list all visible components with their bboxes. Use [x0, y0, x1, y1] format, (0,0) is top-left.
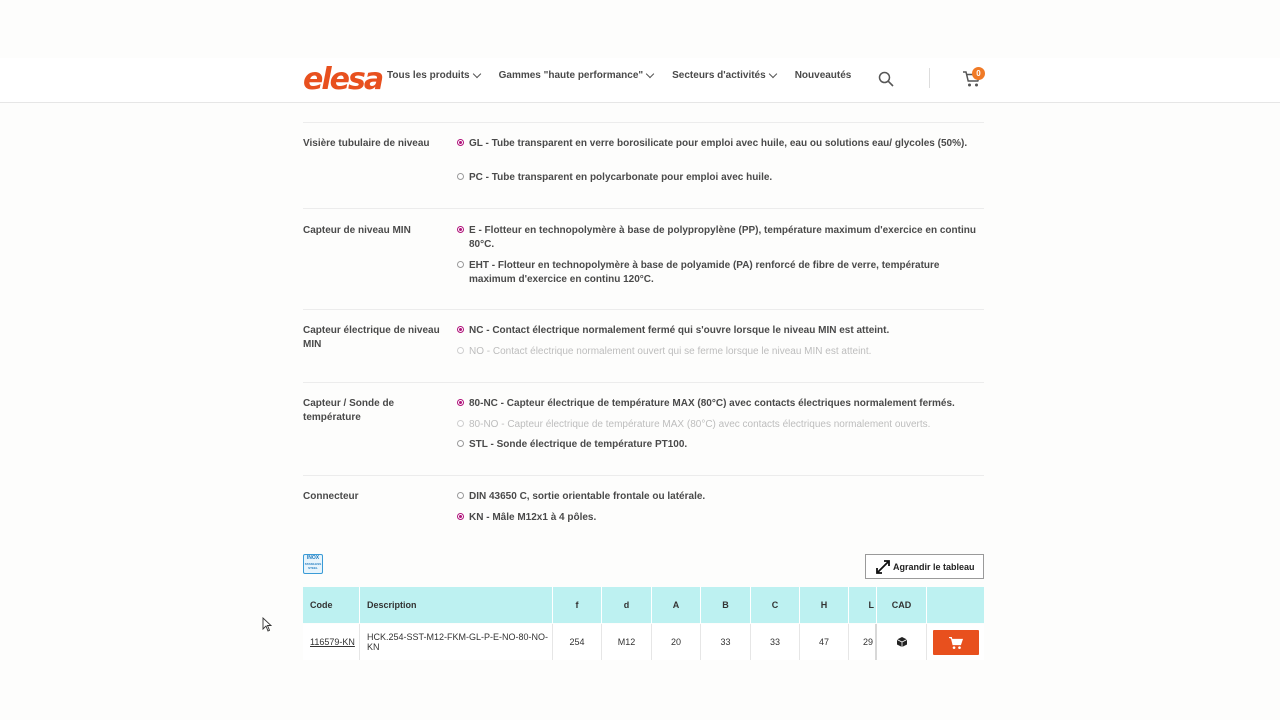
radio-button — [457, 420, 464, 427]
th-c[interactable]: C — [751, 587, 800, 623]
mouse-pointer-icon — [262, 617, 272, 632]
th-f[interactable]: f — [553, 587, 602, 623]
th-description[interactable]: Description — [360, 587, 553, 623]
section-divider — [303, 475, 984, 476]
td-cad[interactable] — [877, 624, 927, 660]
td-l: 29 — [849, 624, 877, 660]
cart-icon — [948, 636, 964, 650]
nav-sectors[interactable] — [672, 70, 776, 81]
table-header — [303, 587, 984, 623]
chevron-down-icon — [768, 69, 776, 77]
option-text: DIN 43650 C, sortie orientable frontale ou latérale. — [469, 491, 706, 502]
product-code-link[interactable]: 116579-KN — [310, 637, 355, 647]
th-d[interactable]: d — [602, 587, 652, 623]
section-label-temp-sensor: Capteur / Sonde de température — [303, 398, 395, 423]
inox-line1: INOX — [306, 555, 320, 561]
th-l[interactable]: L — [849, 587, 877, 623]
radio-button[interactable] — [457, 399, 464, 406]
chevron-down-icon — [646, 69, 654, 77]
radio-button[interactable] — [457, 326, 464, 333]
td-code[interactable] — [303, 624, 360, 660]
search-icon[interactable] — [878, 71, 894, 87]
td-b: 33 — [701, 624, 751, 660]
option-text: NC - Contact électrique normalement fermé qui s'ouvre lorsque le niveau MIN est atteint. — [469, 325, 890, 336]
nav-new[interactable] — [795, 70, 852, 81]
option-text: PC - Tube transparent en polycarbonate pour emploi avec huile. — [469, 172, 773, 183]
option-kn[interactable] — [457, 511, 982, 525]
option-text: 80-NO - Capteur électrique de température MAX (80°C) avec contacts électriques normalement ouverts. — [469, 419, 931, 430]
option-nc[interactable] — [457, 324, 982, 338]
option-text: GL - Tube transparent en verre borosilicate pour emploi avec huile, eau ou solutions eau/ glycoles (50%). — [469, 138, 968, 149]
section-label-sight-glass: Visière tubulaire de niveau — [303, 138, 430, 149]
radio-button[interactable] — [457, 492, 464, 499]
radio-button — [457, 347, 464, 354]
option-80-nc[interactable] — [457, 397, 982, 411]
nav-label: Nouveautés — [794, 70, 852, 81]
section-divider — [303, 208, 984, 209]
inox-badge-icon — [303, 554, 323, 574]
cart-count-badge: 0 — [972, 67, 985, 80]
radio-button[interactable] — [457, 139, 464, 146]
cube-icon[interactable] — [896, 636, 908, 648]
th-cad: CAD — [877, 587, 927, 623]
option-text: E - Flotteur en technopolymère à base de polypropylène (PP), température maximum d'exercice en continu 80°C. — [469, 225, 976, 250]
nav-all-products[interactable] — [387, 70, 480, 81]
td-h: 47 — [800, 624, 849, 660]
option-no — [457, 345, 982, 359]
option-din[interactable] — [457, 490, 982, 504]
section-divider — [303, 309, 984, 310]
chevron-down-icon — [472, 69, 480, 77]
option-text: EHT - Flotteur en technopolymère à base de polyamide (PA) renforcé de fibre de verre, température maximum d'exercice en continu 120°C. — [469, 260, 940, 285]
nav-label: Secteurs d'activités — [672, 70, 766, 81]
td-description: HCK.254-SST-M12-FKM-GL-P-E-NO-80-NO-KN — [360, 624, 553, 660]
main-nav — [387, 70, 870, 81]
inox-line2: STAINLESS — [304, 562, 322, 566]
th-h[interactable]: H — [800, 587, 849, 623]
expand-table-button[interactable] — [865, 554, 984, 579]
option-e[interactable] — [457, 224, 982, 252]
radio-button[interactable] — [457, 173, 464, 180]
radio-button[interactable] — [457, 261, 464, 268]
option-text: 80-NC - Capteur électrique de température MAX (80°C) avec contacts électriques normalement fermés. — [469, 398, 955, 409]
expand-icon — [876, 560, 890, 574]
option-gl[interactable] — [457, 137, 982, 151]
option-text: NO - Contact électrique normalement ouvert qui se ferme lorsque le niveau MIN est atteint. — [469, 346, 872, 357]
th-b[interactable]: B — [701, 587, 751, 623]
section-label-electric-sensor: Capteur électrique de niveau MIN — [303, 325, 440, 350]
th-code[interactable]: Code — [303, 587, 360, 623]
option-text: STL - Sonde électrique de température PT100. — [469, 439, 688, 450]
elesa-logo[interactable]: elesa — [303, 62, 383, 97]
section-divider — [303, 122, 984, 123]
radio-button[interactable] — [457, 226, 464, 233]
section-divider — [303, 382, 984, 383]
option-80-no — [457, 418, 982, 432]
option-pc[interactable] — [457, 171, 982, 185]
header-divider — [929, 68, 930, 88]
nav-label: Tous les produits — [387, 70, 470, 81]
section-label-connector: Connecteur — [303, 491, 359, 502]
td-f: 254 — [553, 624, 602, 660]
td-a: 20 — [652, 624, 701, 660]
section-label-level-sensor: Capteur de niveau MIN — [303, 225, 411, 236]
td-d: M12 — [602, 624, 652, 660]
inox-line3: STEEL — [308, 566, 318, 570]
option-eht[interactable] — [457, 259, 982, 287]
radio-button[interactable] — [457, 513, 464, 520]
td-c: 33 — [751, 624, 800, 660]
expand-label: Agrandir le tableau — [893, 561, 975, 572]
option-stl[interactable] — [457, 438, 982, 452]
nav-label: Gammes "haute performance" — [498, 70, 644, 81]
site-header — [0, 58, 1280, 103]
th-a[interactable]: A — [652, 587, 701, 623]
option-text: KN - Mâle M12x1 à 4 pôles. — [469, 512, 597, 523]
add-to-cart-button[interactable] — [933, 630, 979, 655]
table-row — [303, 624, 984, 660]
nav-high-performance[interactable] — [499, 70, 654, 81]
radio-button[interactable] — [457, 440, 464, 447]
